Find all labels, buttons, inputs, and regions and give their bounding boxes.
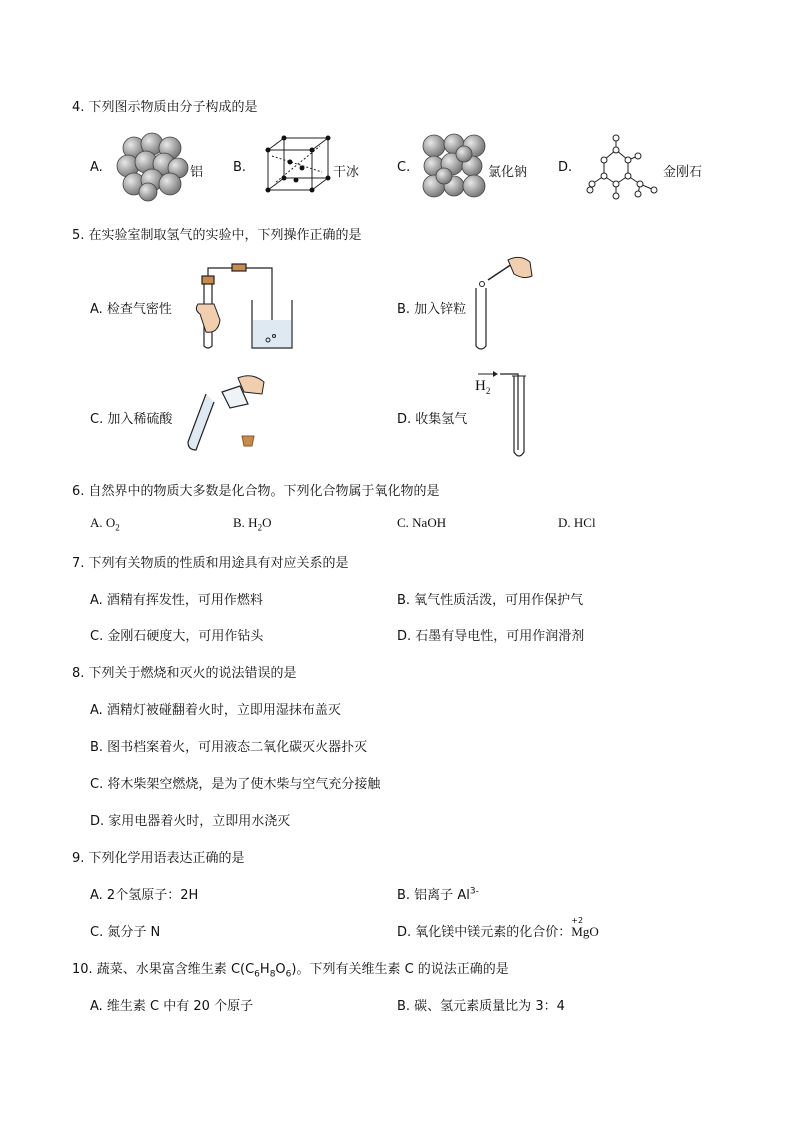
q5-option-a: A. 检查气密性 xyxy=(90,302,172,317)
q7-option-d: D. 石墨有导电性，可用作润滑剂 xyxy=(397,629,585,644)
q6-option-d: D. HCl xyxy=(558,515,596,530)
collect-hydrogen-apparatus-icon xyxy=(474,368,534,462)
q5-option-d: D. 收集氢气 xyxy=(397,412,468,427)
q10-option-b: B. 碳、氢元素质量比为 3：4 xyxy=(397,999,565,1014)
q5-option-c: C. 加入稀硫酸 xyxy=(90,412,173,427)
q7-option-b: B. 氧气性质活泼，可用作保护气 xyxy=(397,593,584,608)
q8-stem: 8. 下列关于燃烧和灭火的说法错误的是 xyxy=(72,666,297,681)
q6-option-c: C. NaOH xyxy=(397,515,447,530)
q6-option-b: B. $H_2O$ xyxy=(233,515,272,533)
q9-option-a: A. 2个氢原子：2H xyxy=(90,888,199,903)
q7-stem: 7. 下列有关物质的性质和用途具有对应关系的是 xyxy=(72,556,349,571)
q4-option-b-letter: B. xyxy=(233,160,247,175)
q8-option-c: C. 将木柴架空燃烧，是为了使木柴与空气充分接触 xyxy=(90,777,381,792)
q10-option-a: A. 维生素 C 中有 20 个原子 xyxy=(90,999,254,1014)
q8-option-a: A. 酒精灯被碰翻着火时，立即用湿抹布盖灭 xyxy=(90,703,341,718)
q7-option-a: A. 酒精有挥发性，可用作燃料 xyxy=(90,593,263,608)
q9-option-c: C. 氮分子 N xyxy=(90,925,161,940)
q4-option-c-letter: C. xyxy=(397,160,411,175)
q7-option-c: C. 金刚石硬度大，可用作钻头 xyxy=(90,629,264,644)
q6-option-a: A. $O_2$ xyxy=(90,515,120,533)
q9-option-b: B. 铝离子 $Al^{3-}$ xyxy=(397,886,479,903)
q9-option-d: D. 氧化镁中镁元素的化合价： +2 MgO xyxy=(397,916,599,940)
airtightness-check-apparatus-icon xyxy=(196,260,296,352)
add-dilute-sulfuric-acid-icon xyxy=(178,374,270,456)
dry-ice-structure-icon xyxy=(262,132,334,196)
q9-stem: 9. 下列化学用语表达正确的是 xyxy=(72,851,245,866)
valence-mark: +2 xyxy=(571,916,584,925)
q4-option-b-text: 干冰 xyxy=(333,165,360,180)
q5-stem: 5. 在实验室制取氢气的实验中，下列操作正确的是 xyxy=(72,228,362,243)
q10-stem: 10. 蔬菜、水果富含维生素 $C(C_6H_8O_6)$。下列有关维生素 C 的说法正确的是 xyxy=(72,962,509,980)
q4-option-a-letter: A. xyxy=(90,160,103,175)
q4-option-a-text: 铝 xyxy=(190,165,204,180)
q5-option-b: B. 加入锌粒 xyxy=(397,302,467,317)
q8-option-d: D. 家用电器着火时，立即用水浇灭 xyxy=(90,814,291,829)
h2-gas-label: $H_2$ xyxy=(475,378,491,396)
q4-stem: 4. 下列图示物质由分子构成的是 xyxy=(72,100,258,115)
aluminum-structure-icon xyxy=(112,130,192,200)
q8-option-b: B. 图书档案着火，可用液态二氧化碳灭火器扑灭 xyxy=(90,740,368,755)
q4-option-d-text: 金刚石 xyxy=(663,165,703,180)
q6-stem: 6. 自然界中的物质大多数是化合物。下列化合物属于氧化物的是 xyxy=(72,484,440,499)
sodium-chloride-structure-icon xyxy=(420,132,490,202)
diamond-structure-icon xyxy=(586,134,662,200)
q4-option-d-letter: D. xyxy=(558,160,573,175)
add-zinc-granules-icon xyxy=(470,256,540,354)
q4-option-c-text: 氯化钠 xyxy=(488,165,528,180)
